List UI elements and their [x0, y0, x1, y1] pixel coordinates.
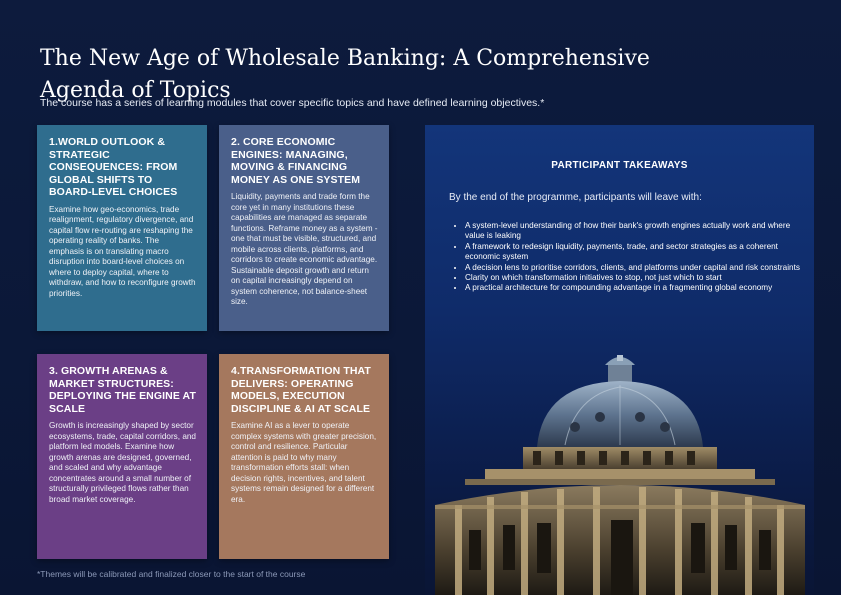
- takeaways-panel: [425, 125, 814, 595]
- module-1-heading: 1.WORLD OUTLOOK & STRATEGIC CONSEQUENCES: FROM GLOBAL SHIFTS TO BOARD-LEVEL CHOICES: [49, 136, 178, 198]
- takeaways-list: [449, 221, 810, 294]
- takeaway-item: • Clarity on which transformation initiatives to stop, not just which to start: [465, 273, 810, 283]
- module-card-2: [219, 125, 389, 331]
- takeaways-title: PARTICIPANT TAKEAWAYS: [551, 160, 688, 171]
- page-title: The New Age of Wholesale Banking: A Comprehensive Agenda of Topics: [40, 45, 650, 103]
- module-4-body: Examine AI as a lever to operate complex systems with greater precision, control and resilience. Particular attention is paid to why many transformation efforts stall: when decision rights, incentives, and talent systems remain designed for a different era.: [231, 421, 377, 504]
- takeaway-item: • A decision lens to prioritise corridors, clients, and platforms under capital and risk constraints: [465, 263, 810, 273]
- domed-building-image: [425, 355, 814, 595]
- module-card-3: [37, 354, 207, 559]
- takeaway-item: • A practical architecture for compounding advantage in a fragmenting global economy: [465, 283, 810, 293]
- takeaway-item: • A system-level understanding of how their bank's growth engines actually work and where value is leaking: [465, 221, 810, 242]
- takeaways-intro: By the end of the programme, participants will leave with:: [449, 192, 702, 203]
- module-3-heading: 3. GROWTH ARENAS & MARKET STRUCTURES: DEPLOYING THE ENGINE AT SCALE: [49, 365, 196, 415]
- footnote: *Themes will be calibrated and finalized closer to the start of the course: [37, 569, 306, 579]
- page-subtitle: The course has a series of learning modules that cover specific topics and have defined learning objectives.*: [40, 97, 545, 109]
- takeaway-item: • A framework to redesign liquidity, payments, trade, and sector strategies as a coherent economic system: [465, 242, 810, 263]
- module-card-4: [219, 354, 389, 559]
- module-1-body: Examine how geo-economics, trade realignment, regulatory divergence, and capital flow re-routing are reshaping the operating reality of banks. The emphasis is on translating macro disruption into board-level choices on where to deploy capital, where to withdraw, and how to reconfigure growth priorities.: [49, 204, 196, 298]
- module-3-body: Growth is increasingly shaped by sector ecosystems, trade, capital corridors, and platform led models. Examine how growth arenas are designed, governed, and scaled and why advantage concentrates around a small number of structurally privileged flows rather than broad market coverage.: [49, 421, 196, 504]
- module-card-1: [37, 125, 207, 331]
- module-4-heading: 4.TRANSFORMATION THAT DELIVERS: OPERATING MODELS, EXECUTION DISCIPLINE & AI AT SCALE: [231, 365, 371, 415]
- module-2-heading: 2. CORE ECONOMIC ENGINES: MANAGING, MOVING & FINANCING MONEY AS ONE SYSTEM: [231, 136, 361, 186]
- module-2-body: Liquidity, payments and trade form the core yet in many institutions these capabilities are managed as separate functions. Reframe money as a system - one that must be visible, structured, and mobile across clients, platforms, and corridors to create economic advantage. Sustainable deposit growth and return on capital increasingly depend on system coherence, not balance-sheet size.: [231, 192, 378, 306]
